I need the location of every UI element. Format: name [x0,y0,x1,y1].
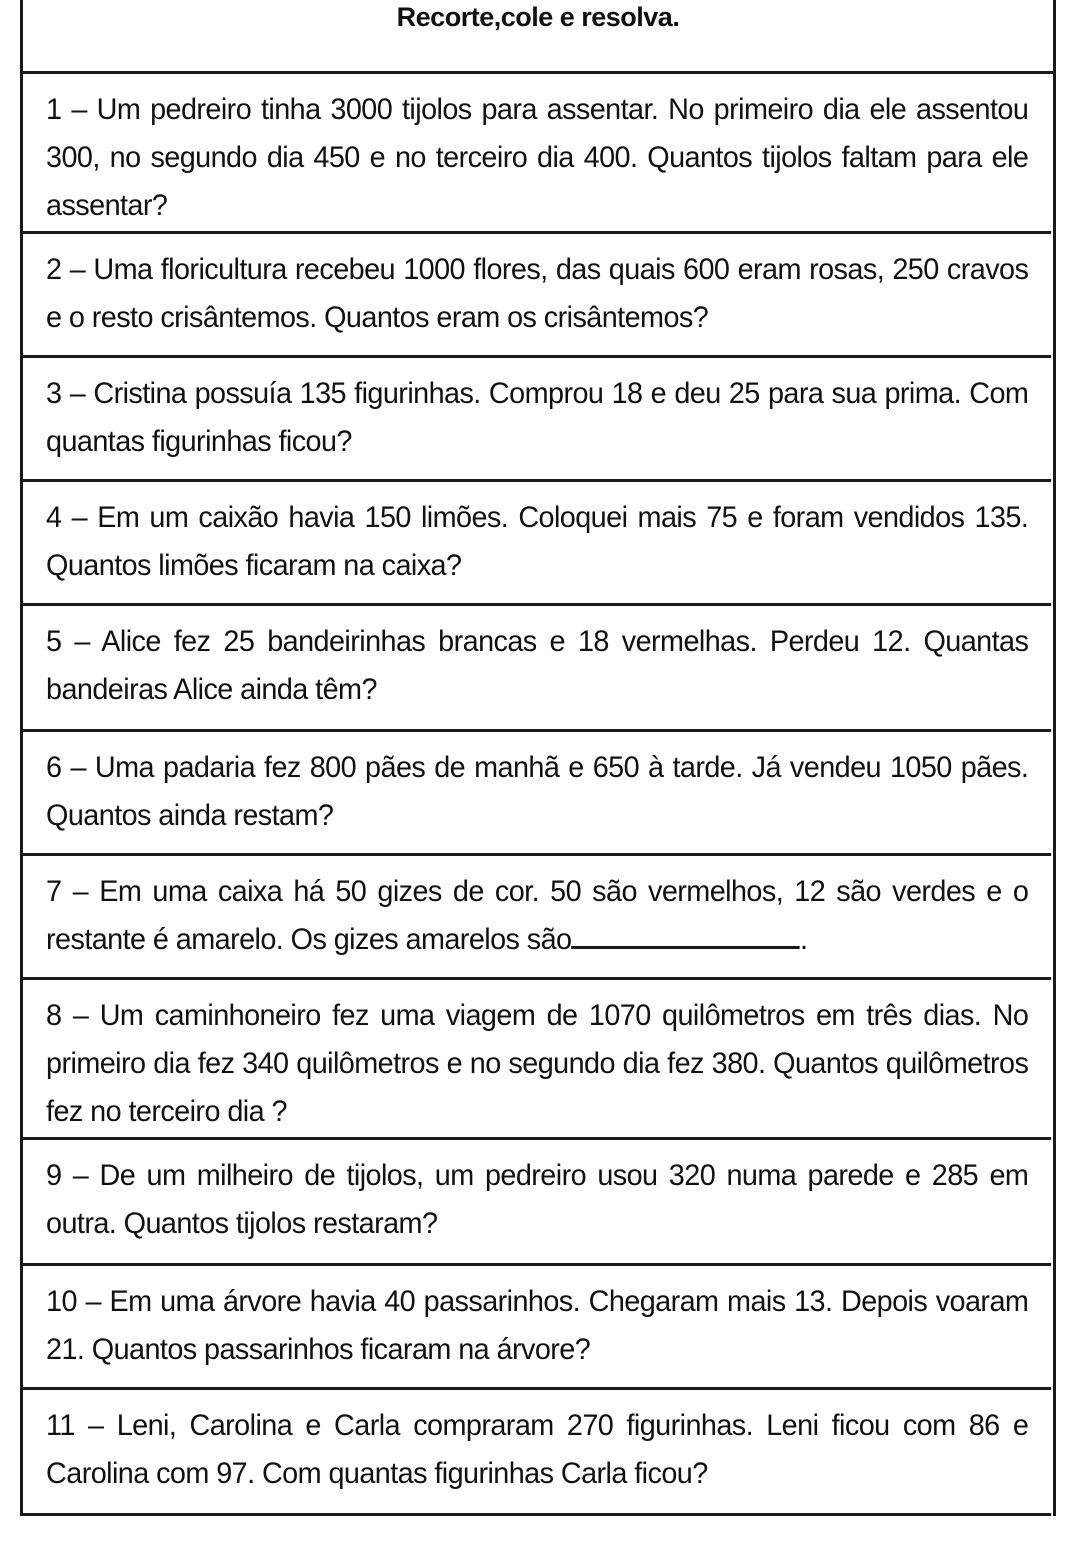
problem-text-8: 8 – Um caminhoneiro fez uma viagem de 1070 quilômetros em três dias. No primeiro dia fez 340 quilômetros e no segundo dia fez 380. Quantos quilômetros fez no terceiro dia ? [46,999,1029,1128]
problem-row-7 [23,856,1051,980]
problem-row-2 [23,234,1051,358]
worksheet-title: Recorte,cole e resolva. [396,2,680,32]
problem-text-4: 4 – Em um caixão havia 150 limões. Coloquei mais 75 e foram vendidos 135. Quantos limões ficaram na caixa? [46,501,1029,582]
problem-row-6 [23,732,1051,856]
problem-row-5 [23,606,1051,732]
problem-text-10: 10 – Em uma árvore havia 40 passarinhos. Chegaram mais 13. Depois voaram 21. Quantos passarinhos ficaram na árvore? [46,1285,1029,1366]
worksheet-header [23,0,1053,74]
answer-blank-line[interactable] [571,918,799,949]
problem-text-1: 1 – Um pedreiro tinha 3000 tijolos para assentar. No primeiro dia ele assentou 300, no segundo dia 450 e no terceiro dia 400. Quantos tijolos faltam para ele assentar? [46,93,1029,222]
problem-text-9: 9 – De um milheiro de tijolos, um pedreiro usou 320 numa parede e 285 em outra. Quantos tijolos restaram? [46,1159,1029,1240]
problem-row-8 [23,980,1051,1140]
problem-text-3: 3 – Cristina possuía 135 figurinhas. Comprou 18 e deu 25 para sua prima. Com quantas figurinhas ficou? [46,377,1029,458]
problem-text-5: 5 – Alice fez 25 bandeirinhas brancas e 18 vermelhas. Perdeu 12. Quantas bandeiras Alice ainda têm? [46,625,1029,706]
problem-text-7-suffix: . [799,923,808,956]
problem-text-2: 2 – Uma floricultura recebeu 1000 flores, das quais 600 eram rosas, 250 cravos e o resto crisântemos. Quantos eram os crisântemos? [46,253,1029,334]
worksheet [20,0,1056,1516]
problem-row-4 [23,482,1051,606]
problem-row-11 [23,1390,1051,1516]
problem-text-7-wrapper [46,868,1028,964]
problem-row-1 [23,74,1051,234]
problem-text-7: 7 – Em uma caixa há 50 gizes de cor. 50 são vermelhos, 12 são verdes e o restante é amarelo. Os gizes amarelos são [46,875,1029,956]
problem-row-9 [23,1140,1051,1266]
problem-row-10 [23,1266,1051,1390]
problem-row-3 [23,358,1051,482]
problem-text-6: 6 – Uma padaria fez 800 pães de manhã e 650 à tarde. Já vendeu 1050 pães. Quantos ainda restam? [46,751,1029,832]
problem-text-11: 11 – Leni, Carolina e Carla compraram 270 figurinhas. Leni ficou com 86 e Carolina com 97. Com quantas figurinhas Carla ficou? [46,1409,1029,1490]
